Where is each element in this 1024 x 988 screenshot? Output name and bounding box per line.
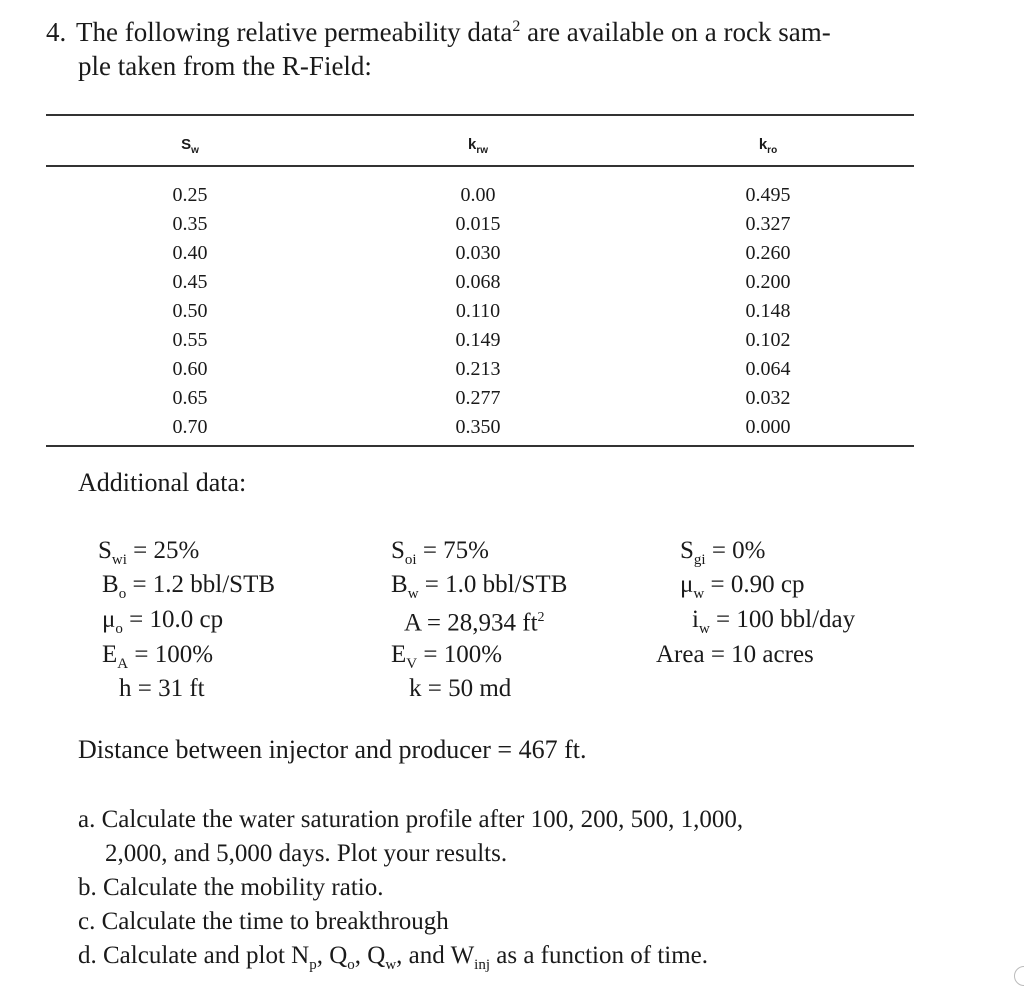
param-muo: $\mu_o = 10.0$ cp [102,606,224,637]
sw-cell: 0.50 [172,300,208,322]
kro-cell: 0.495 [745,184,791,206]
param-muw: $\mu_w = 0.90$ cp [680,571,805,602]
problem-number: 4. [46,17,67,47]
kro-cell: 0.148 [745,300,791,322]
param-bw: $B_w = 1.0$ bbl/STB [391,571,568,602]
problem-line-1: 4. The following relative permeability data$^2$ are available on a rock sam- [46,17,831,47]
krw-cell: 0.213 [455,358,501,380]
problem-line-2: ple taken from the R-Field: [78,51,372,81]
krw-cell: 0.015 [455,213,501,235]
kro-cell: 0.102 [745,329,791,351]
header-kro: $k_{ro}$ [758,136,778,156]
table-header-rule [46,165,914,167]
sw-cell: 0.45 [172,271,208,293]
krw-cell: 0.00 [460,184,496,206]
kro-cell: 0.064 [745,358,791,380]
param-h: h = 31 ft [119,675,205,702]
param-swi: $S_{wi} = 25\%$ [98,537,200,568]
header-krw: $k_{rw}$ [467,136,488,156]
kro-cell: 0.260 [745,242,791,264]
header-sw: $S_w$ [181,136,199,156]
param-ev: $E_V = 100\%$ [391,641,503,672]
param-area: Area = 10 acres [656,641,814,668]
corner-circle-icon [1014,966,1024,986]
sw-cell: 0.40 [172,242,208,264]
param-iw: $i_w = 100$ bbl/day [692,606,856,637]
param-k: k = 50 md [409,675,512,702]
kro-cell: 0.000 [745,416,791,438]
additional-data-label: Additional data: [78,468,247,497]
task-d: d. Calculate and plot $N_p$, $Q_o$, $Q_w$, and $W_{inj}$ as a function of time. [78,942,709,973]
distance-statement: Distance between injector and producer = 467 ft. [78,735,587,764]
column-sw [130,181,250,442]
kro-cell: 0.200 [745,271,791,293]
table-top-rule [46,114,914,116]
krw-cell: 0.350 [455,416,501,438]
task-list [78,803,928,982]
krw-cell: 0.277 [455,387,501,409]
task-c: c. Calculate the time to breakthrough [78,908,449,935]
param-a: A = 28,934 $ft^2$ [404,609,545,637]
param-sgi: $S_{gi} = 0\%$ [680,537,766,568]
sw-cell: 0.35 [172,213,208,235]
kro-cell: 0.327 [745,213,791,235]
krw-cell: 0.030 [455,242,501,264]
problem-statement [46,10,926,83]
krw-cell: 0.110 [455,300,501,322]
krw-cell: 0.149 [455,329,501,351]
krw-cell: 0.068 [455,271,501,293]
task-a: a. Calculate the water saturation profile after 100, 200, 500, 1,000, 2,000, and 5,000 days. Plot your results. [78,806,744,867]
kro-cell: 0.032 [745,387,791,409]
task-b: b. Calculate the mobility ratio. [78,874,384,901]
sw-cell: 0.25 [172,184,208,206]
param-soi: $S_{oi} = 75\%$ [391,537,490,568]
param-bo: $B_o = 1.2$ bbl/STB [102,571,276,602]
sw-cell: 0.65 [172,387,208,409]
param-ea: $E_A = 100\%$ [102,641,214,672]
table-bottom-rule [46,445,914,447]
sw-cell: 0.60 [172,358,208,380]
footnote-ref: 2 [512,18,521,35]
column-krw [418,181,538,442]
sw-cell: 0.70 [172,416,208,438]
column-kro [708,181,828,442]
sw-cell: 0.55 [172,329,208,351]
